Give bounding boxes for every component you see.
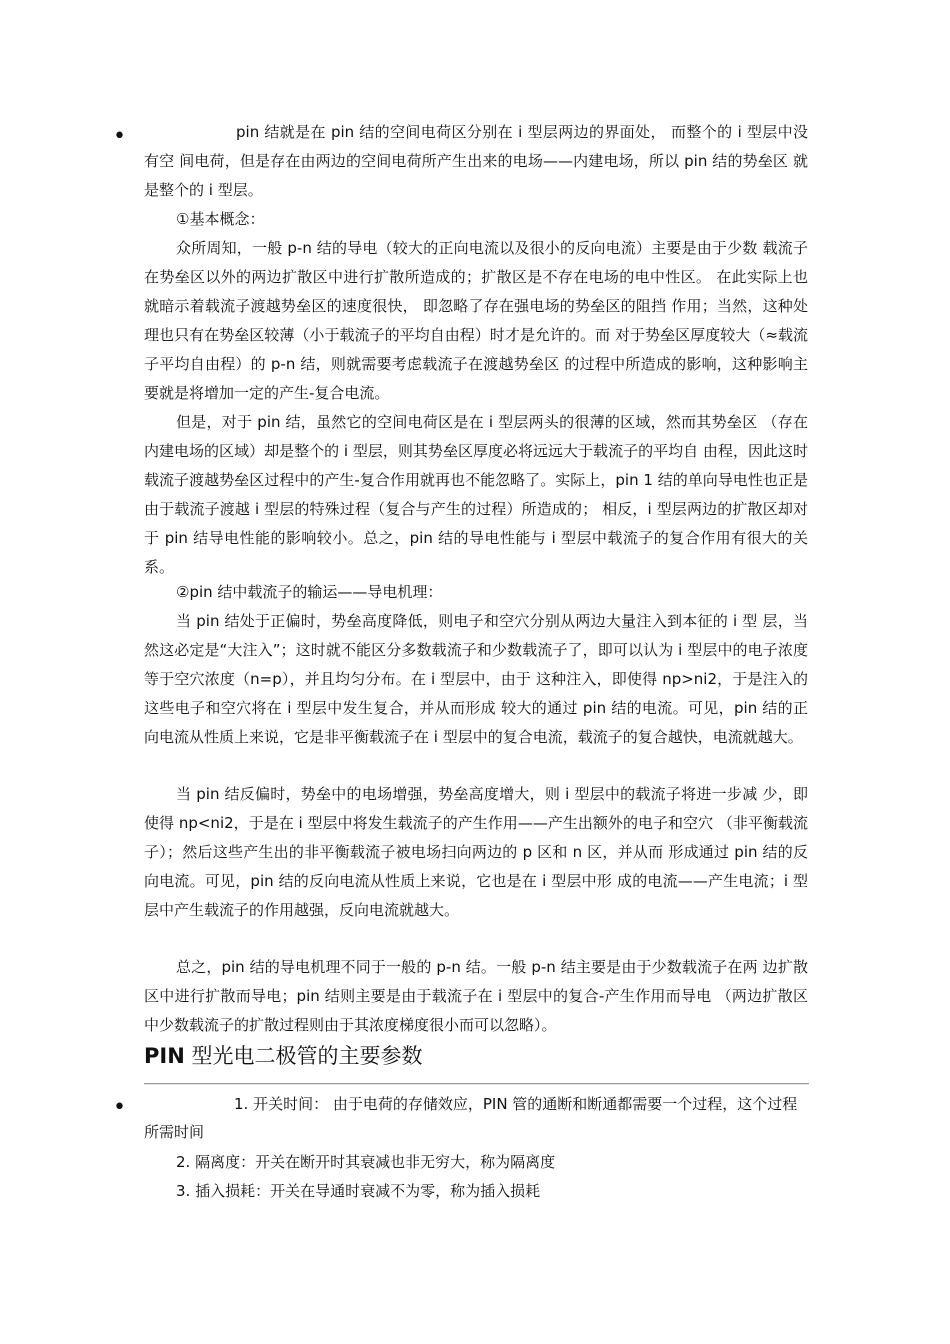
- heading-pin: PIN: [144, 1044, 185, 1068]
- mechanism-paragraph-reverse: 当 pin 结反偏时，势垒中的电场增强，势垒高度增大，则 i 型层中的载流子将进一步减 少，即使得 np<ni2，于是在 i 型层中将发生载流子的产生作用——产生出额外的电子和空穴 （非平衡载流子）；然后这些产生出的非平衡载流子被电场扫向两边的 p 区和 n 区，并从而 形成通过 pin 结的反向电流。可见，pin 结的反向电流从性质上来说，它也是在 i 型层中形 成的电流——产生电流；i 型层中产生载流子的作用越强，反向电流就越大。: [144, 785, 808, 919]
- bullet-icon: •: [113, 124, 126, 149]
- param-item-insertion-loss: 3. 插入损耗：开关在导通时衰减不为零，称为插入损耗: [176, 1182, 541, 1200]
- heading-divider: [144, 1083, 809, 1085]
- mechanism-title: ②pin 结中载流子的输运——导电机理：: [176, 583, 443, 601]
- mechanism-paragraph-forward: 当 pin 结处于正偏时，势垒高度降低，则电子和空穴分别从两边大量注入到本征的 i 型 层，当然这必定是“大注入”；这时就不能区分多数载流子和少数载流子了，即可以认为 i 型层中的电子浓度等于空穴浓度（n=p），并且均匀分布。在 i 型层中，由于 这种注入，即使得 np>ni2，于是注入的这些电子和空穴将在 i 型层中发生复合，并从而形成 较大的通过 pin 结的电流。可见，pin 结的正向电流从性质上来说，它是非平衡载流子在 i 型层中的复合电流，载流子的复合越快，电流就越大。: [144, 612, 808, 746]
- concept-paragraph-1: 众所周知，一般 p-n 结的导电（较大的正向电流以及很小的反向电流）主要是由于少数 载流子在势垒区以外的两边扩散区中进行扩散所造成的；扩散区是不存在电场的电中性区。 在此实际上也就暗示着载流子渡越势垒区的速度很快， 即忽略了存在强电场的势垒区的阻挡 作用；当然，这种处理也只有在势垒区较薄（小于载流子的平均自由程）时才是允许的。而 对于势垒区厚度较大（≈载流子平均自由程）的 p-n 结，则就需要考虑载流子在渡越势垒区 的过程中所造成的影响，这种影响主要就是将增加一定的产生-复合电流。: [144, 239, 808, 402]
- param-item-isolation: 2. 隔离度：开关在断开时其衰减也非无穷大，称为隔离度: [176, 1153, 556, 1171]
- summary-paragraph: 总之，pin 结的导电机理不同于一般的 p-n 结。一般 p-n 结主要是由于少数载流子在两 边扩散区中进行扩散而导电；pin 结则主要是由于载流子在 i 型层中的复合-产生作用而导电 （两边扩散区中少数载流子的扩散过程则由于其浓度梯度很小而可以忽略）。: [144, 958, 808, 1034]
- intro-paragraph: pin 结就是在 pin 结的空间电荷区分别在 i 型层两边的界面处， 而整个的 i 型层中没有空 间电荷，但是存在由两边的空间电荷所产生出来的电场——内建电场，所以 pin 结的势垒区 就是整个的 i 型层。: [144, 123, 808, 199]
- concept-paragraph-2: 但是，对于 pin 结，虽然它的空间电荷区是在 i 型层两头的很薄的区域，然而其势垒区 （存在内建电场的区域）却是整个的 i 型层，则其势垒区厚度必将远远大于载流子的平均自 由程，因此这时载流子渡越势垒区过程中的产生-复合作用就再也不能忽略了。实际上，pin 1 结的单向导电性也正是由于载流子渡越 i 型层的特殊过程（复合与产生的过程）所造成的； 相反，i 型层两边的扩散区却对于 pin 结导电性能的影响较小。总之，pin 结的导电性能与 i 型层中载流子的复合作用有很大的关系。: [144, 413, 808, 576]
- concept-title: ①基本概念：: [176, 210, 265, 228]
- heading-rest: 型光电二极管的主要参数: [184, 1044, 423, 1068]
- section-heading: [144, 1036, 422, 1076]
- bullet-icon: •: [113, 1095, 126, 1120]
- param-item-switching-time: 1. 开关时间： 由于电荷的存储效应，PIN 管的通断和断通都需要一个过程，这个过程所需时间: [144, 1095, 798, 1141]
